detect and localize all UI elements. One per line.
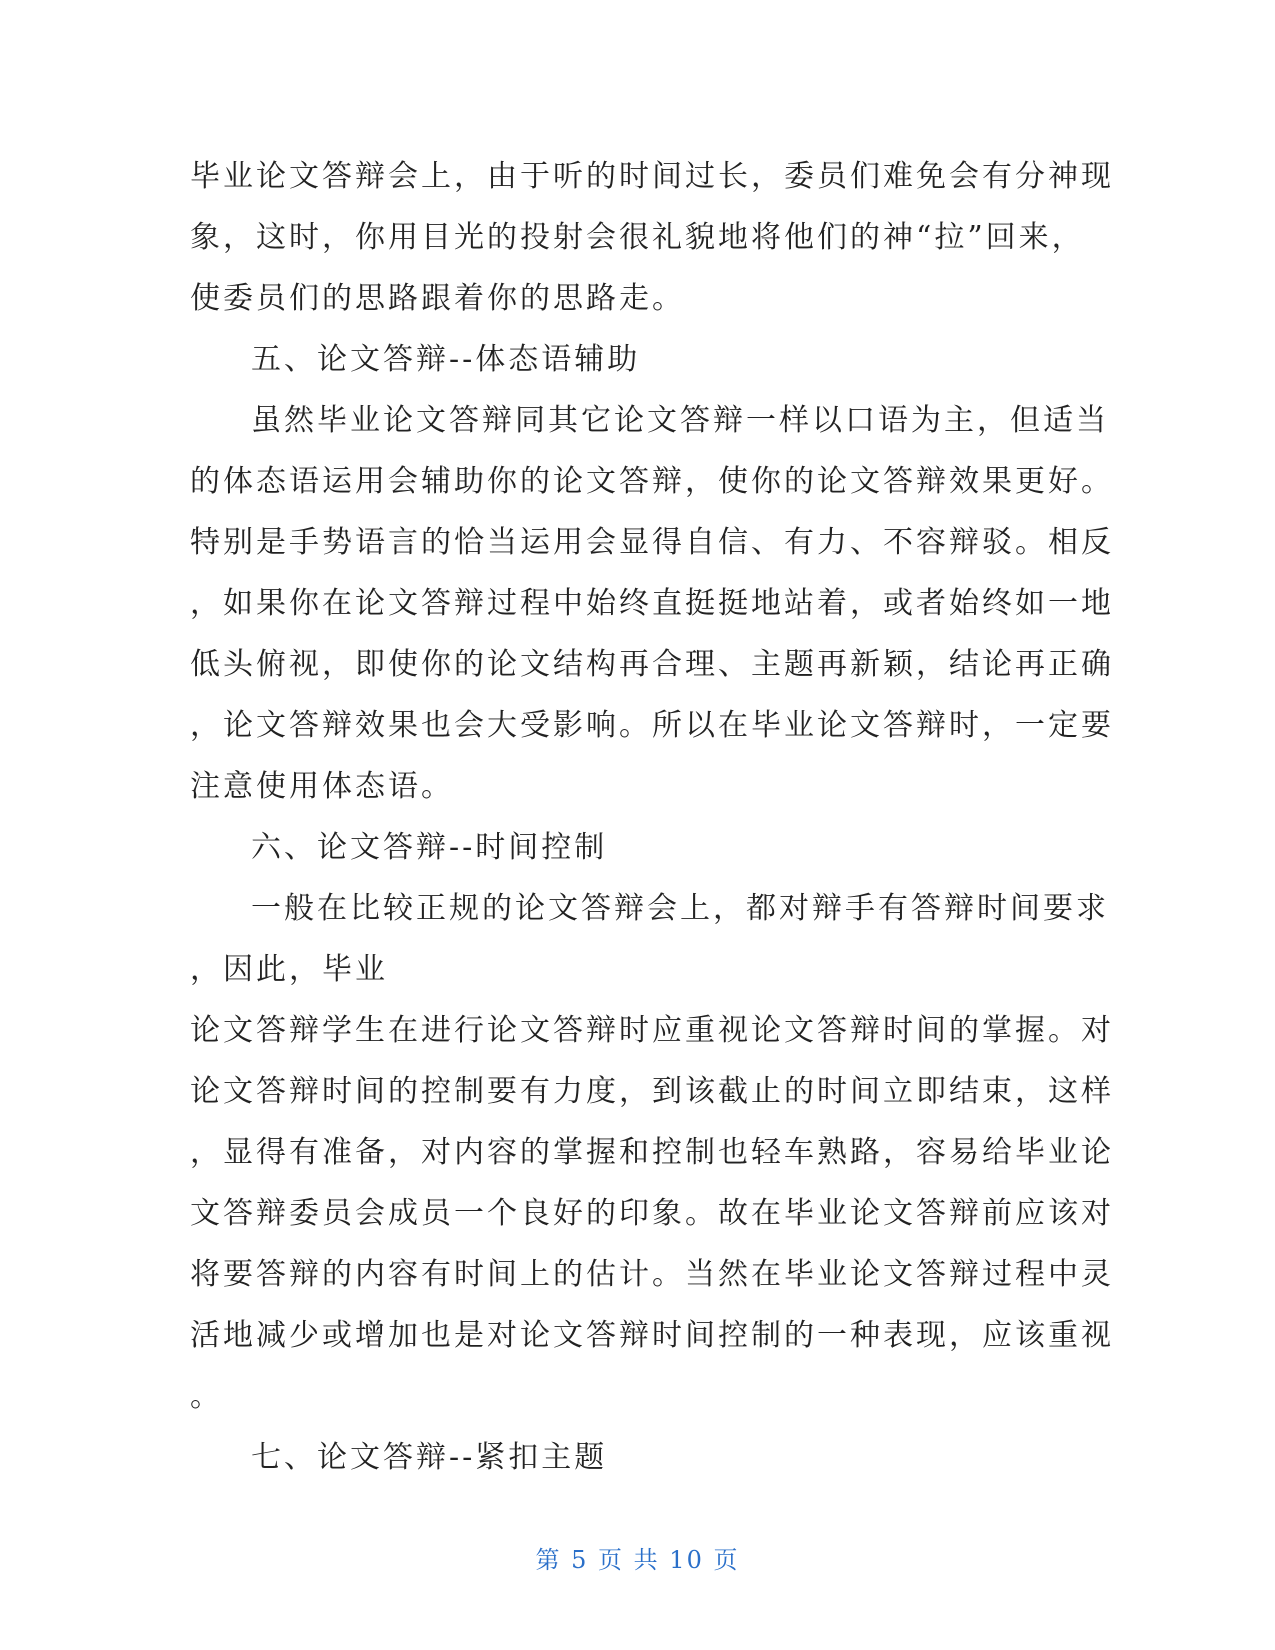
body-line: ，如果你在论文答辩过程中始终直挺挺地站着，或者始终如一地 — [190, 586, 1114, 621]
body-line: 象，这时，你用目光的投射会很礼貌地将他们的神“拉”回来， — [190, 220, 1085, 255]
body-line: 虽然毕业论文答辩同其它论文答辩一样以口语为主，但适当 — [251, 403, 1109, 438]
body-line: ，论文答辩效果也会大受影响。所以在毕业论文答辩时，一定要 — [190, 708, 1114, 743]
body-line: 低头俯视，即使你的论文结构再合理、主题再新颖，结论再正确 — [190, 647, 1114, 682]
body-line: 一般在比较正规的论文答辩会上，都对辩手有答辩时间要求 — [251, 891, 1109, 926]
body-line: 将要答辩的内容有时间上的估计。当然在毕业论文答辩过程中灵 — [190, 1257, 1114, 1292]
body-line: 活地减少或增加也是对论文答辩时间控制的一种表现，应该重视 — [190, 1318, 1114, 1353]
section-heading: 七、论文答辩--紧扣主题 — [251, 1440, 608, 1475]
body-line: 使委员们的思路跟着你的思路走。 — [190, 281, 685, 316]
body-line: 注意使用体态语。 — [190, 769, 454, 804]
body-line: ，因此，毕业 — [190, 952, 388, 987]
page-body — [190, 146, 1114, 1488]
page-number: 第 5 页 共 10 页 — [535, 1546, 740, 1574]
section-heading: 六、论文答辩--时间控制 — [251, 830, 608, 865]
body-line: 。 — [190, 1379, 223, 1414]
body-line: 论文答辩学生在进行论文答辩时应重视论文答辩时间的掌握。对 — [190, 1013, 1114, 1048]
body-line: 毕业论文答辩会上，由于听的时间过长，委员们难免会有分神现 — [190, 159, 1114, 194]
body-line: 特别是手势语言的恰当运用会显得自信、有力、不容辩驳。相反 — [190, 525, 1114, 560]
body-line: 论文答辩时间的控制要有力度，到该截止的时间立即结束，这样 — [190, 1074, 1114, 1109]
body-line: ，显得有准备，对内容的掌握和控制也轻车熟路，容易给毕业论 — [190, 1135, 1114, 1170]
page-footer — [0, 1540, 1275, 1575]
body-line: 文答辩委员会成员一个良好的印象。故在毕业论文答辩前应该对 — [190, 1196, 1114, 1231]
section-heading: 五、论文答辩--体态语辅助 — [251, 342, 641, 377]
body-line: 的体态语运用会辅助你的论文答辩，使你的论文答辩效果更好。 — [190, 464, 1114, 499]
